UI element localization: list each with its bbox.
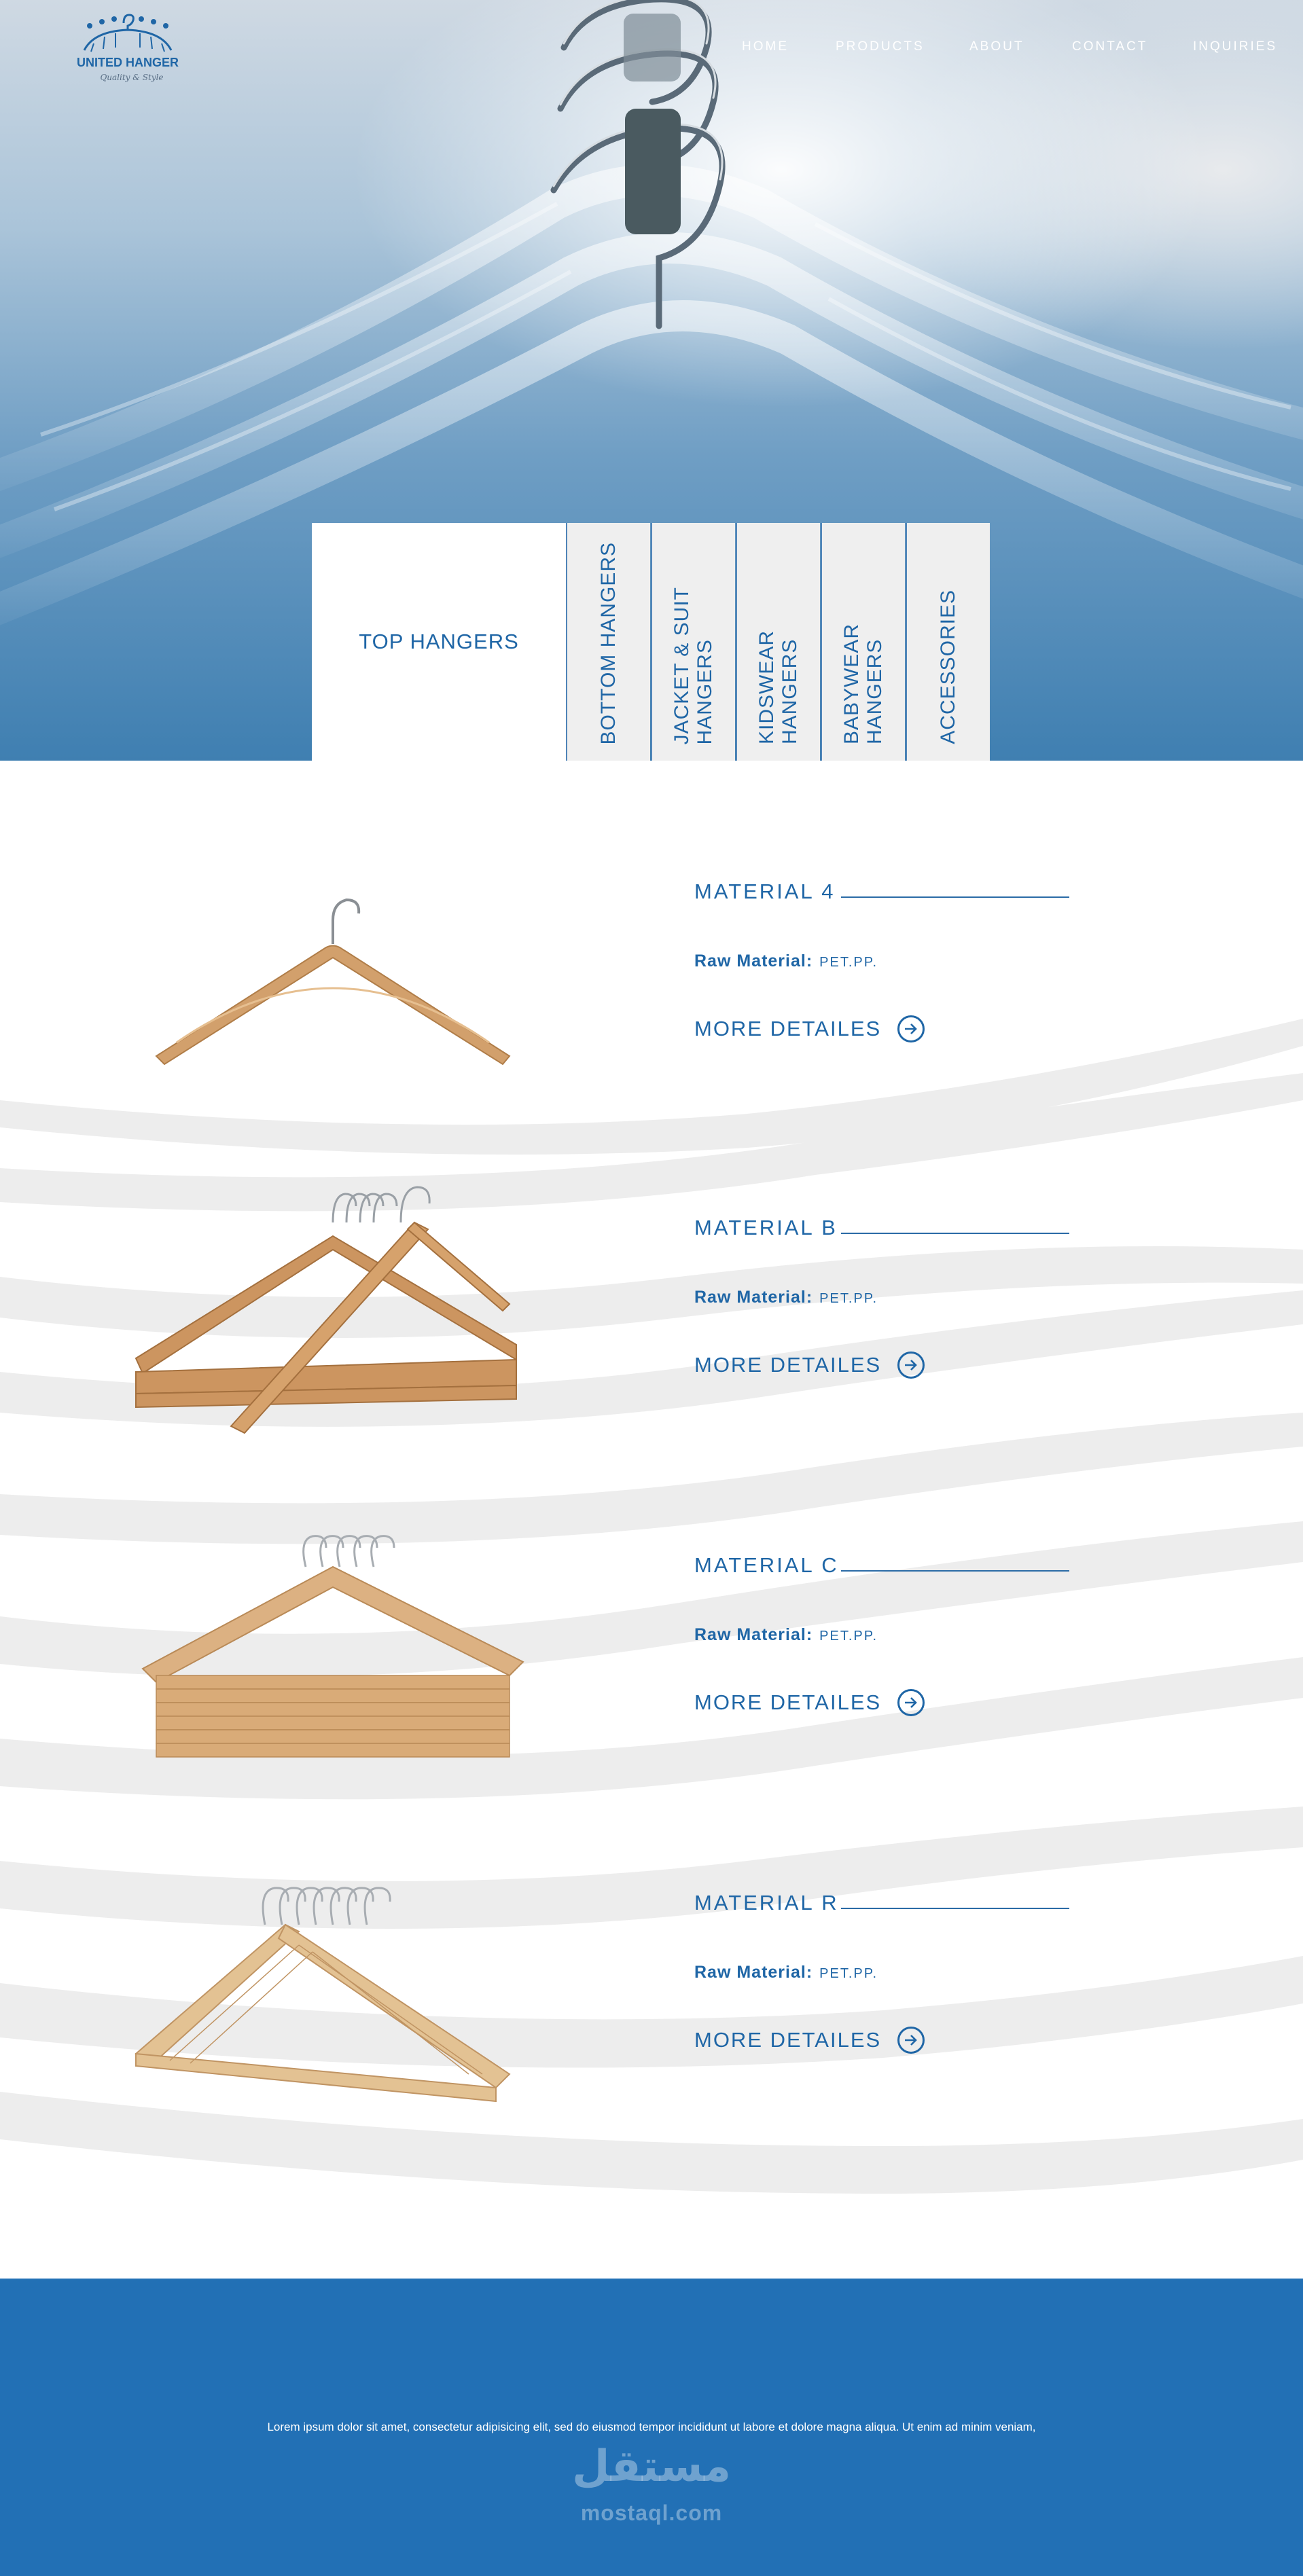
product-item (0, 1519, 1303, 1804)
more-details-link[interactable]: MORE DETAILES (694, 1015, 925, 1042)
title-divider (841, 896, 1069, 898)
wooden-hanger-set-image (129, 1857, 537, 2128)
category-tabs (312, 523, 991, 761)
nav-inquiries[interactable]: INQUIRIES (1193, 39, 1278, 54)
hero-banner (0, 0, 1303, 761)
more-details-link[interactable]: MORE DETAILES (694, 1352, 925, 1379)
nav-about[interactable]: ABOUT (969, 39, 1024, 54)
arrow-right-circle-icon (897, 1352, 925, 1379)
title-divider (841, 1233, 1069, 1234)
arrow-right-circle-icon (897, 2027, 925, 2054)
raw-material: Raw Material: PET.PP. (694, 1963, 878, 1982)
wooden-hanger-stack-image (129, 1182, 537, 1453)
arrow-right-circle-icon (897, 1689, 925, 1716)
tab-top-hangers[interactable] (312, 523, 566, 761)
raw-material: Raw Material: PET.PP. (694, 951, 878, 970)
watermark-domain: mostaql.com (580, 2501, 723, 2525)
title-divider (841, 1570, 1069, 1572)
product-list-section (0, 761, 1303, 2279)
nav-home[interactable]: HOME (742, 39, 789, 54)
title-divider (841, 1908, 1069, 1909)
tab-jacket-suit-hangers[interactable] (651, 523, 735, 761)
product-name: MATERIAL C (694, 1553, 839, 1577)
tab-kidswear-hangers[interactable] (736, 523, 820, 761)
tab-label: ACCESSORIES (937, 589, 959, 744)
top-navigation (0, 39, 1303, 54)
footer (0, 2279, 1303, 2576)
svg-text:UNITED HANGER: UNITED HANGER (76, 56, 179, 69)
tab-label: JACKET & SUIT HANGERS (671, 586, 716, 744)
product-item (0, 1857, 1303, 2142)
product-name: MATERIAL B (694, 1216, 838, 1239)
nav-products[interactable]: PRODUCTS (836, 39, 925, 54)
wooden-hanger-bundle-image (129, 1519, 537, 1791)
tab-babywear-hangers[interactable] (821, 523, 905, 761)
watermark-arabic: مستقل (571, 2442, 732, 2492)
arrow-right-circle-icon (897, 1015, 925, 1042)
raw-material: Raw Material: PET.PP. (694, 1625, 878, 1644)
tab-top-hangers-label: TOP HANGERS (359, 630, 519, 653)
product-name: MATERIAL R (694, 1891, 839, 1915)
svg-text:Quality & Style: Quality & Style (100, 73, 164, 82)
tab-label: BOTTOM HANGERS (597, 541, 620, 744)
tab-label: KIDSWEAR HANGERS (755, 630, 801, 744)
raw-material: Raw Material: PET.PP. (694, 1288, 878, 1307)
product-item (0, 846, 1303, 1131)
footer-text: Lorem ipsum dolor sit amet, consectetur adipisicing elit, sed do eiusmod tempor incididunt ut labore et dolore magna aliqua. Ut enim ad minim veniam, (267, 2420, 1036, 2433)
tab-label: BABYWEAR HANGERS (840, 623, 886, 744)
product-name: MATERIAL 4 (694, 879, 836, 903)
more-details-link[interactable]: MORE DETAILES (694, 1689, 925, 1716)
more-details-link[interactable]: MORE DETAILES (694, 2027, 925, 2054)
product-item (0, 1182, 1303, 1467)
nav-contact[interactable]: CONTACT (1072, 39, 1148, 54)
wooden-hanger-image (129, 846, 537, 1117)
tab-bottom-hangers[interactable] (566, 523, 650, 761)
tab-accessories[interactable] (906, 523, 990, 761)
